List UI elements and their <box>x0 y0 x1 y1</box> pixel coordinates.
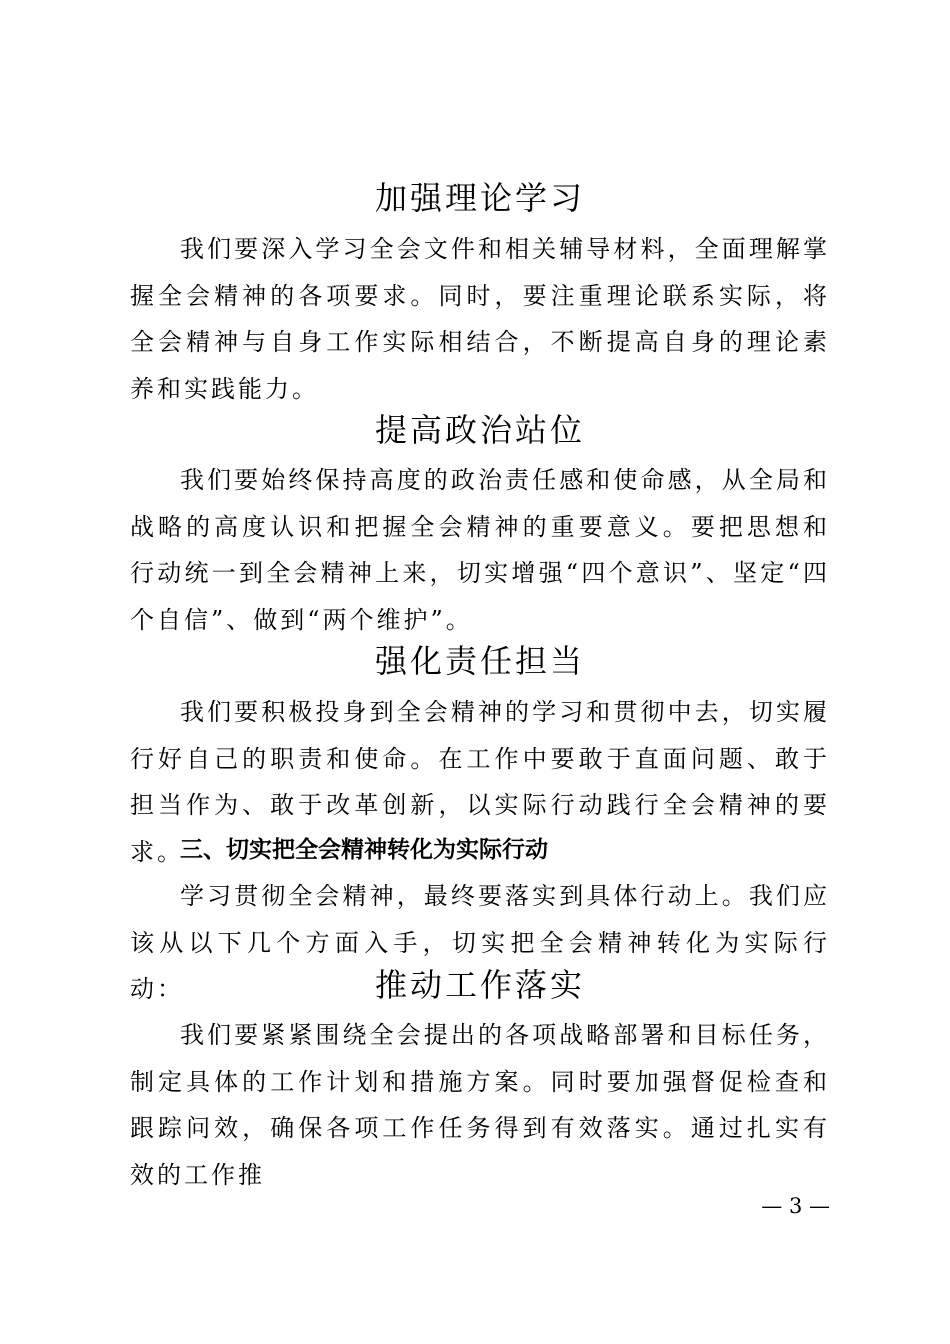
paragraph-theory <box>130 226 830 412</box>
paragraph-text: 我们要积极投身到全会精神的学习和贯彻中去，切实履行好自己的职责和使命。在工作中要敢于直面问题、敢于担当作为、敢于改革创新，以实际行动践行全会精神的要求。 <box>130 698 830 866</box>
paragraph-text: 我们要始终保持高度的政治责任感和使命感，从全局和战略的高度认识和把握全会精神的重要意义。要把思想和行动统一到全会精神上来，切实增强“四个意识”、坚定“四个自信”、做到“两个维护”。 <box>130 466 830 634</box>
heading-responsibility: 强化责任担当 <box>374 642 585 680</box>
page-number: — 3 — <box>761 1194 830 1218</box>
paragraph-text: 我们要深入学习全会文件和相关辅导材料，全面理解掌握全会精神的各项要求。同时，要注重理论联系实际，将全会精神与自身工作实际相结合，不断提高自身的理论素养和实践能力。 <box>130 235 830 403</box>
paragraph-text: 学习贯彻全会精神，最终要落实到具体行动上。我们应该从以下几个方面入手，切实把全会精神转化为实际行动： <box>130 882 830 1003</box>
heading-political-stance: 提高政治站位 <box>374 411 585 449</box>
heading-strengthen-theory: 加强理论学习 <box>374 179 585 217</box>
paragraph-promote-work <box>130 1012 830 1198</box>
heading-promote-work: 推动工作落实 <box>374 966 585 1004</box>
section-heading-three: 三、切实把全会精神转化为实际行动 <box>180 837 548 863</box>
paragraph-text: 我们要紧紧围绕全会提出的各项战略部署和目标任务，制定具体的工作计划和措施方案。同时要加强督促检查和跟踪问效，确保各项工作任务得到有效落实。通过扎实有效的工作推 <box>130 1021 830 1189</box>
paragraph-political <box>130 457 830 643</box>
